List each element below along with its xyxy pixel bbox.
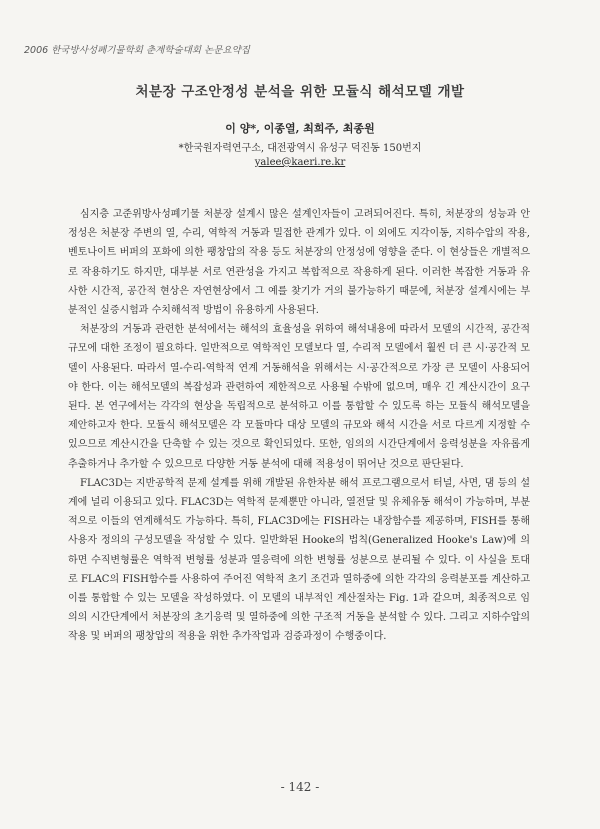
paragraph-1: 심지층 고준위방사성폐기물 처분장 설계시 많은 설계인자들이 고려되어진다. 특히, 처분장의 성능과 안정성은 처분장 주변의 열, 수리, 역학적 거동과 밀접한 관계가 있다. 이 외에도 지각이동, 지하수압의 작용, 벤토나이트 버퍼의 포화에 의한 팽창압의 작용 등도 처분장의 안정성에 영향을 준다. 이 현상들은 개별적으로 작용하기도 하지만, 대부분 서로 연관성을 가지고 복합적으로 작용하게 된다. 이러한 복잡한 거동과 유사한 시간적, 공간적 현상은 자연현상에서 그 예를 찾기가 거의 불가능하기 때문에, 처분장 설계시에는 부분적인 실증시험과 수치해석적 방법이 유용하게 사용된다.	[68, 209, 530, 317]
affiliation: *한국원자력연구소, 대전광역시 유성구 덕진동 150번지	[178, 143, 422, 154]
running-header: 2006 한국방사성폐기물학회 춘계학술대회 논문요약집	[24, 45, 250, 56]
author-email: yalee@kaeri.re.kr	[254, 157, 346, 168]
page-number: - 142 -	[280, 780, 320, 794]
paragraph-2: 처분장의 거동과 관련한 분석에서는 해석의 효율성을 위하여 해석내용에 따라서 모델의 시간적, 공간적 규모에 대한 조정이 필요하다. 일반적으로 역학적인 모델보다 열, 수리적 모델에서 훨씬 더 큰 시·공간적 모델이 사용된다. 따라서 열-수리-역학적 연계 거동해석을 위해서는 시·공간적으로 가장 큰 모델이 사용되어야 한다. 이는 해석모델의 복잡성과 관련하여 제한적으로 사용될 수밖에 없으며, 매우 긴 계산시간이 요구된다. 본 연구에서는 각각의 현상을 독립적으로 분석하고 이를 통합할 수 있도록 하는 모듈식 해석모델을 제안하고자 한다. 모듈식 해석모델은 각 모듈마다 대상 모델의 규모와 해석 시간을 서로 다르게 지정할 수 있으므로 계산시간을 단축할 수 있는 것으로 확인되었다. 또한, 임의의 시간단계에서 응력성분을 자유롭게 추출하거나 추가할 수 있으므로 다양한 거동 분석에 대해 적용성이 뛰어난 것으로 판단된다.	[68, 324, 530, 470]
paragraph-3: FLAC3D는 지반공학적 문제 설계를 위해 개발된 유한차분 해석 프로그램으로서 터널, 사면, 댐 등의 설계에 널리 이용되고 있다. FLAC3D는 역학적 문제뿐만 아니라, 열전달 및 유체유동 해석이 가능하며, 부분적으로 이들의 연계해석도 가능하다. 특히, FLAC3D에는 FISH라는 내장함수를 제공하며, FISH를 통해 사용자 정의의 구성모델을 작성할 수 있다. 일반화된 Hooke의 법칙(Generalized Hooke's Law)에 의하면 수직변형률은 역학적 변형률 성분과 열응력에 의한 변형률 성분으로 분리될 수 있다. 이 사실을 토대로 FLAC의 FISH함수를 사용하여 주어진 역학적 초기 조건과 열하중에 의한 각각의 응력분포를 계산하고 이를 통합할 수 있는 모델을 작성하였다. 이 모델의 내부적인 계산절차는 Fig. 1과 같으며, 최종적으로 임의의 시간단계에서 처분장의 초기응력 및 열하중에 의한 구조적 거동을 분석할 수 있다. 그리고 지하수압의 작용 및 버퍼의 팽창압의 적용을 위한 추가작업과 검증과정이 수행중이다.	[68, 477, 530, 643]
abstract-body	[68, 205, 530, 647]
email-line	[0, 157, 600, 168]
author-list: 이 양*, 이종열, 최희주, 최종원	[225, 122, 375, 135]
paper-title: 처분장 구조안정성 분석을 위한 모듈식 해석모델 개발	[135, 84, 465, 100]
